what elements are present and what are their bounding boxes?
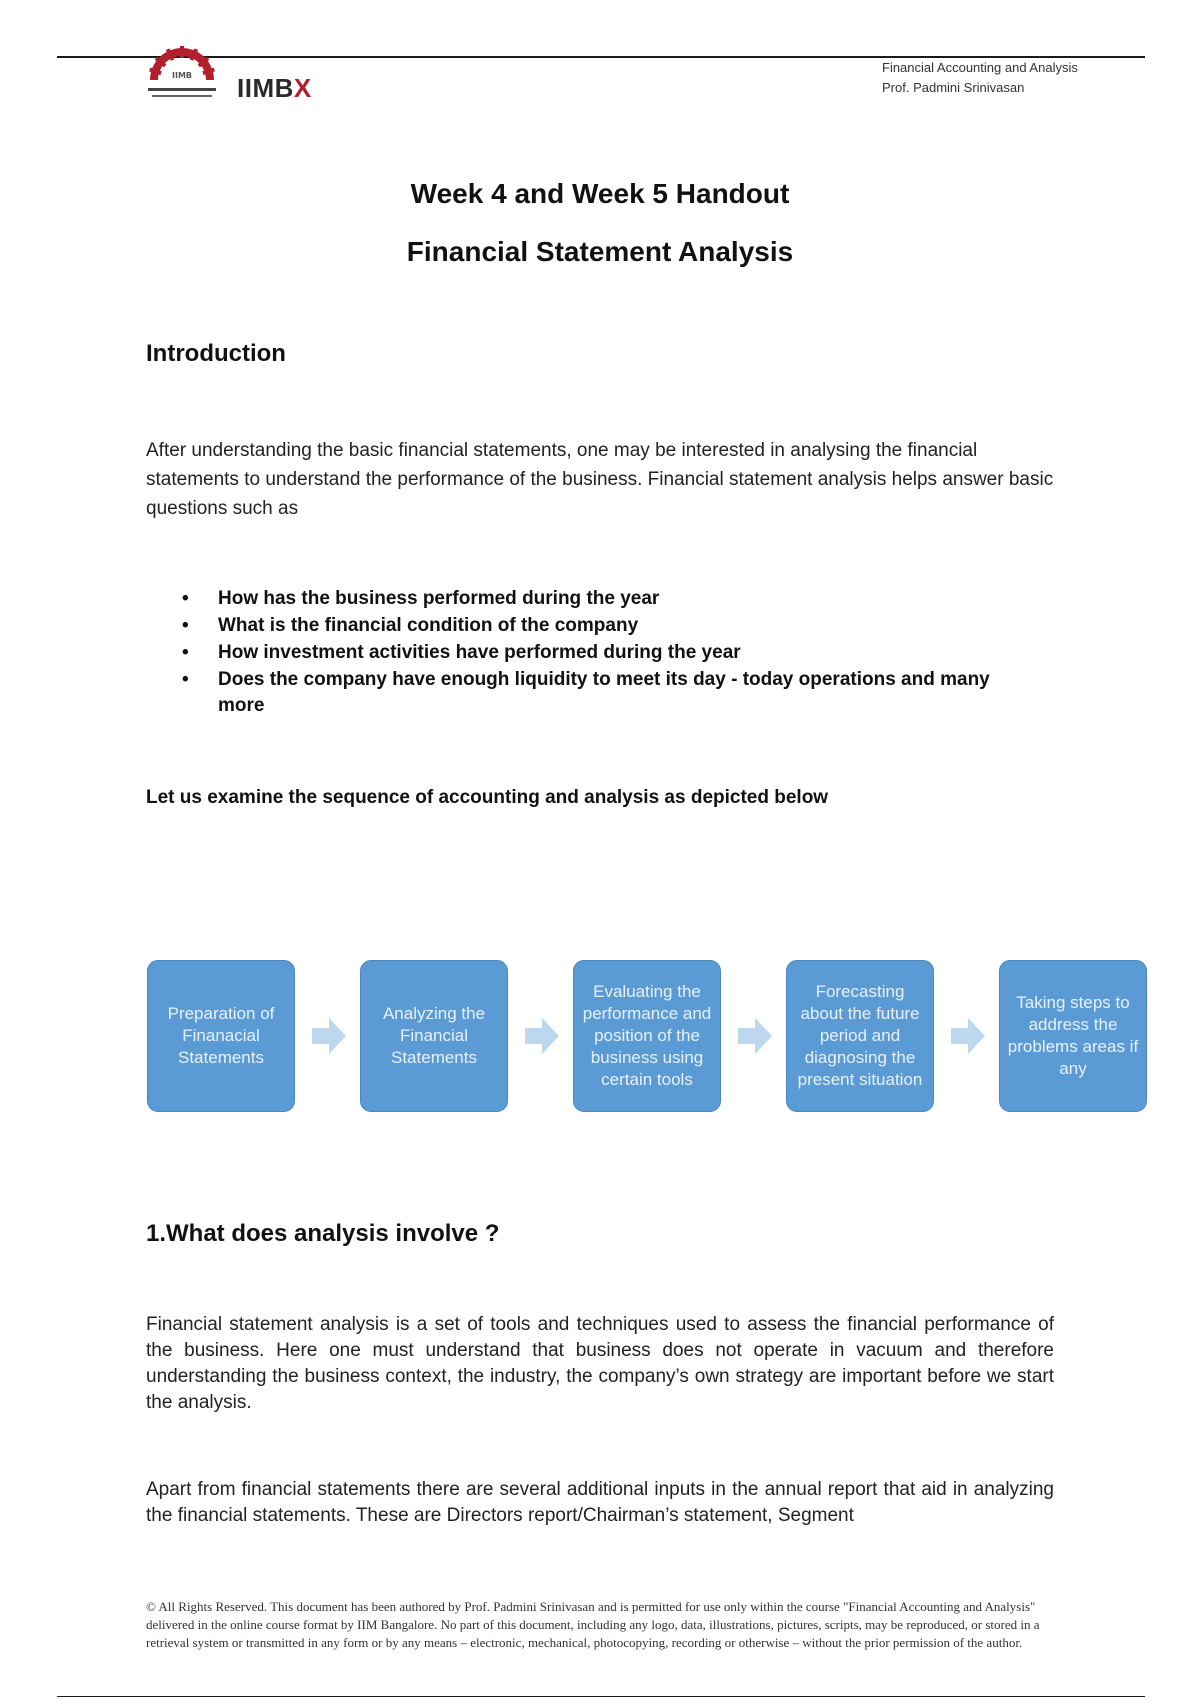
- flow-step-evaluating: Evaluating the performance and position of the business using certain tools: [573, 960, 721, 1112]
- iimb-logo: [142, 42, 222, 104]
- brand-logotype: [237, 73, 312, 104]
- list-item: • How has the business performed during the year: [146, 586, 1006, 612]
- header-info: [882, 58, 1078, 98]
- brand-suffix: X: [293, 73, 312, 103]
- list-item: • Does the company have enough liquidity to meet its day - today operations and many more: [146, 667, 1006, 719]
- introduction-heading: Introduction: [146, 340, 286, 367]
- sequence-lead-text: Let us examine the sequence of accounting and analysis as depicted below: [146, 787, 829, 808]
- list-item: • What is the financial condition of the company: [146, 613, 1006, 639]
- author-name: Prof. Padmini Srinivasan: [882, 80, 1025, 95]
- flow-step-forecasting: Forecasting about the future period and diagnosing the present situation: [786, 960, 934, 1112]
- footer-rule: [57, 1696, 1145, 1697]
- document-subtitle: Financial Statement Analysis: [406, 236, 794, 267]
- right-arrow-icon: [525, 1018, 559, 1054]
- flow-step-taking-steps: Taking steps to address the problems areas if any: [999, 960, 1147, 1112]
- course-title: Financial Accounting and Analysis: [882, 60, 1078, 75]
- question-list: [146, 586, 1006, 720]
- right-arrow-icon: [951, 1018, 985, 1054]
- introduction-paragraph: After understanding the basic financial statements, one may be interested in analysing the financial statements to understand the performance of the business. Financial statement analysis helps answer basic questions such as: [146, 440, 1054, 519]
- document-title: Week 4 and Week 5 Handout: [410, 178, 790, 209]
- section1-paragraph: Financial statement analysis is a set of tools and techniques used to assess the financial performance of the business. Here one must understand that business does not operate in vacuum and therefore understanding the business context, the industry, the company’s own strategy are important before we start the analysis.: [146, 1314, 1054, 1413]
- section1-paragraph: Apart from financial statements there are several additional inputs in the annual report that aid in analyzing the financial statements. These are Directors report/Chairman’s statement, Segment: [146, 1479, 1054, 1526]
- process-flow-diagram: [147, 960, 1147, 1115]
- flow-step-preparation: Preparation of Finanacial Statements: [147, 960, 295, 1112]
- list-item: • How investment activities have performed during the year: [146, 640, 1006, 666]
- svg-text:IIMB: IIMB: [171, 71, 193, 80]
- brand-prefix: IIMB: [237, 73, 294, 103]
- right-arrow-icon: [738, 1018, 772, 1054]
- right-arrow-icon: [312, 1018, 346, 1054]
- copyright-notice: © All Rights Reserved. This document has been authored by Prof. Padmini Srinivasan and is permitted for use only within the course "Financial Accounting and Analysis" delivered in the online course format by IIM Bangalore. No part of this document, including any logo, data, illustrations, pictures, scripts, may be reproduced, or stored in a retrieval system or transmitted in any form or by any means – electronic, mechanical, photocopying, recording or otherwise – without the prior permission of the author.: [146, 1599, 1040, 1650]
- flow-step-analyzing: Analyzing the Financial Statements: [360, 960, 508, 1112]
- section1-heading: 1.What does analysis involve ?: [146, 1220, 500, 1247]
